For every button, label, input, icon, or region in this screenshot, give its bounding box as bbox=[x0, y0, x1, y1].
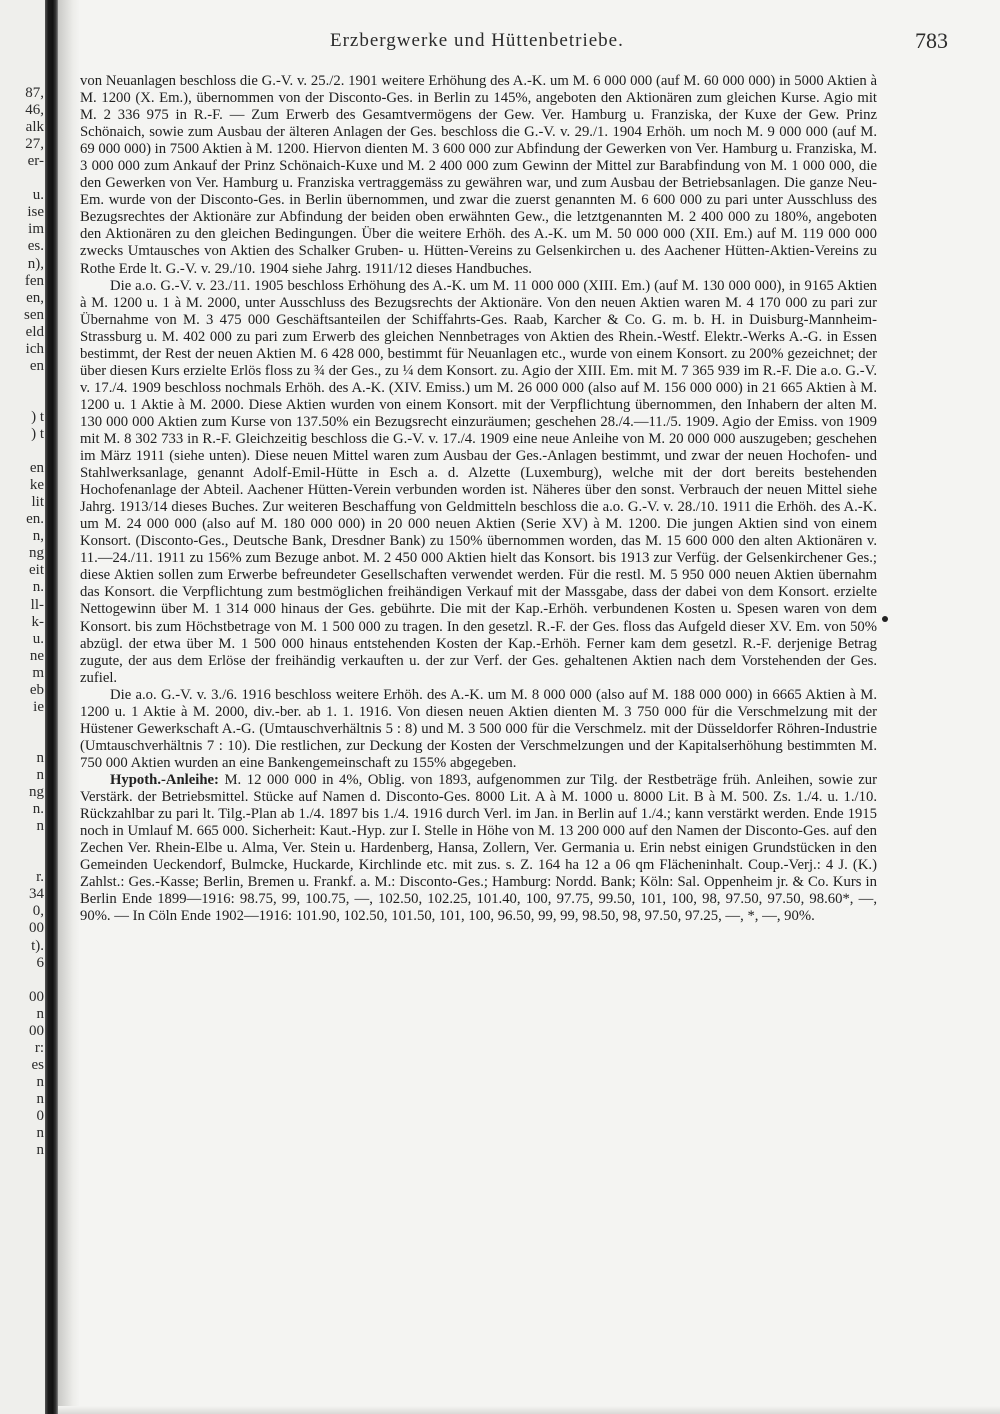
margin-fragment: t). bbox=[31, 937, 44, 954]
paragraph-share-capital-1916 bbox=[80, 687, 877, 772]
margin-fragment: er- bbox=[27, 153, 44, 170]
margin-fragment: n bbox=[36, 1005, 44, 1022]
margin-fragment: ise bbox=[27, 204, 44, 221]
margin-fragment: n. bbox=[32, 801, 44, 818]
margin-fragment: 27, bbox=[25, 136, 44, 153]
margin-fragment: eld bbox=[25, 323, 44, 340]
margin-fragment: ke bbox=[29, 477, 44, 494]
margin-fragment: m bbox=[32, 664, 44, 681]
margin-fragment: 34 bbox=[29, 886, 44, 903]
page-bottom-edge bbox=[58, 1406, 1000, 1414]
margin-fragment: es bbox=[31, 1056, 44, 1073]
margin-fragment: en bbox=[29, 460, 44, 477]
running-header bbox=[300, 30, 948, 56]
facing-page-edge bbox=[0, 0, 46, 1414]
margin-fragment: n bbox=[36, 749, 44, 766]
margin-fragment: ng bbox=[29, 545, 44, 562]
margin-fragment: en bbox=[29, 357, 44, 374]
margin-fragment: sen bbox=[24, 306, 44, 323]
margin-fragment: 87, bbox=[25, 85, 44, 101]
running-title: Erzbergwerke und Hüttenbetriebe. bbox=[330, 30, 624, 51]
margin-ink-dot bbox=[882, 616, 888, 622]
page-number: 783 bbox=[915, 28, 948, 53]
paragraph-text: Die a.o. G.-V. v. 3./6. 1916 beschloss weitere Erhöh. des A.-K. um M. 8 000 000 (also auf M. 188 000 000) in 6665 Aktien à M. 1200 u. 1 Aktie à M. 2000, div.-ber. ab 1. 1. 1916. Von diesen neuen Aktien dienten M. 3 750 000 für die Verschmelzung mit der Hüstener Gewerkschaft A.-G. (Umtauschverhältnis 5 : 8) und M. 3 500 000 für die Verschmelz. mit der Düsseldorfer Röhren-Industrie (Umtauschverhältnis 7 : 10). Die restlichen, zur Deckung der Kosten der Verschmelzungen und der Kapitalserhöhung bestimmten M. 750 000 Aktien wurden an eine Bankengemeinschaft zu 155% abgegeben. bbox=[80, 686, 877, 771]
margin-fragment: n), bbox=[27, 255, 44, 272]
margin-fragment: n, bbox=[32, 528, 44, 545]
margin-fragment: ng bbox=[29, 784, 44, 801]
margin-fragment: alk bbox=[25, 119, 44, 136]
margin-fragment: 46, bbox=[25, 102, 44, 119]
margin-fragment: u. bbox=[32, 187, 44, 204]
margin-fragment: n bbox=[36, 767, 44, 783]
margin-fragment: eb bbox=[29, 681, 44, 698]
paragraph-share-capital-1901-1904 bbox=[80, 73, 877, 278]
margin-fragment: ne bbox=[29, 647, 44, 664]
margin-fragment: 0 bbox=[36, 1108, 44, 1124]
margin-fragment: en, bbox=[26, 289, 44, 306]
margin-fragment: ie bbox=[33, 698, 44, 715]
paragraph-text: M. 12 000 000 in 4%, Oblig. von 1893, aufgenommen zur Tilg. der Restbeträge früh. Anleihen, sowie zur Verstärk. der Betriebsmittel. Stücke auf Namen d. Disconto-Ges. 8000 Lit. A à M. 1000 u. 8000 Lit. B à M. 500. Zs. 1./4. u. 1./10. Rückzahlbar zu pari lt. Tilg.-Plan ab 1./4. 1897 bis 1./4. 1916 durch Verl. im Jan. in Berlin auf 1./4.; kann verstärkt werden. Ende 1915 noch in Umlauf M. 665 000. Sicherheit: Kaut.-Hyp. zur I. Stelle in Höhe von M. 13 200 000 auf den Namen der Disconto-Ges. auf den Zechen Ver. Rhein-Elbe u. Alma, Ver. Stein u. Hardenberg, Hansa, Zollern, Ver. Germania u. Erin nebst einigen Grundstücken in den Gemeinden Ueckendorf, Bulmcke, Huckarde, Kirchlinde etc. mit zus. s. Z. 164 ha 12 a 06 qm Flächeninhalt. Coup.-Verj.: 4 J. (K.) Zahlst.: Ges.-Kasse; Berlin, Bremen u. Frankf. a. M.: Disconto-Ges.; Hamburg: Nordd. Bank; Köln: Sal. Oppenheim jr. & Co. Kurs in Berlin Ende 1899—1916: 98.75, 99, 100.75, —, 102.50, 102.25, 101.40, 100, 97.75, 99.50, 101, 100, 98, 97.50, 97.50, 98.60*, —, 90%. — In Cöln Ende 1902—1916: 101.90, 102.50, 101.50, 101, 100, 96.50, 99, 99, 98.50, 98, 97.50, 97.25, —, *, —, 90%. bbox=[80, 771, 877, 925]
margin-fragment: fen bbox=[24, 272, 44, 289]
margin-fragment: eit bbox=[29, 562, 44, 579]
section-label: Hypoth.-Anleihe: bbox=[110, 771, 219, 788]
margin-fragment: 00 bbox=[29, 988, 44, 1005]
margin-fragment: n bbox=[36, 1073, 44, 1090]
margin-fragment: ich bbox=[25, 340, 44, 357]
margin-fragment: n bbox=[36, 1125, 44, 1142]
margin-fragment: ll- bbox=[30, 596, 44, 613]
margin-fragment: es. bbox=[27, 238, 44, 255]
paragraph-mortgage-loan bbox=[80, 772, 877, 925]
body-text bbox=[80, 73, 877, 925]
margin-fragment: 6 bbox=[36, 954, 44, 971]
margin-fragment: lit bbox=[31, 494, 44, 511]
margin-fragment: n. bbox=[32, 579, 44, 596]
margin-fragment: r. bbox=[36, 869, 44, 886]
margin-fragment: 00 bbox=[29, 1022, 44, 1039]
margin-fragment: en. bbox=[26, 511, 44, 528]
margin-fragment: n bbox=[36, 1090, 44, 1107]
margin-fragment: k- bbox=[31, 613, 44, 630]
gutter-shadow bbox=[58, 0, 80, 1414]
paragraph-text: Die a.o. G.-V. v. 23./11. 1905 beschloss Erhöhung des A.-K. um M. 11 000 000 (XIII. Em.) (auf M. 130 000 000), in 9165 Aktien à M. 1200 u. 1 à M. 2000, unter Ausschluss des Bezugsrechts der Aktionäre. Von den neuen Aktien waren M. 4 170 000 zu pari zur Übernahme von M. 3 475 000 Geschäftsanteilen der Schiffahrts-Ges. Raab, Karcher & Co. G. m. b. H. in Duisburg-Mannheim-Strassburg u. M. 402 000 zu pari zum Erwerb des gleichen Nennbetrages von Aktien des Rhein.-Westf. Elektr.-Werks A.-G. in Essen bestimmt, der Rest der neuen Aktien M. 6 428 000, bestimmt für Neuanlagen etc., wurde von einem Konsort. zu 200% gezeichnet; der über diesen Kurs erzielte Erlös floss zu ¾ der Ges., zu ¼ dem Konsort. zu. Agio der XIII. Em. mit M. 7 365 939 im R.-F. Die a.o. G.-V. v. 17./4. 1909 beschloss nochmals Erhöh. des A.-K. (XIV. Emiss.) um M. 26 000 000 (also auf M. 156 000 000) in 21 665 Aktien à M. 1200 u. 1 Aktie à M. 2000. Diese Aktien wurden von einem Konsort. mit der Verpflichtung übernommen, den Inhabern der alten M. 130 000 000 Aktien zum Kurse von 137.50% ein Bezugsrecht einzuräumen; geschehen 28./4.—11./5. 1909. Agio der Emiss. von 1909 mit M. 8 302 733 in R.-F. Gleichzeitig beschloss die G.-V. v. 17./4. 1909 eine neue Anleihe von M. 20 000 000 auszugeben; geschehen im März 1911 (siehe unten). Diese neuen Mittel waren zum Ausbau der Ges.-Anlagen bestimmt, und zwar der neuen Hochofen- und Stahlwerksanlage, genannt Adolf-Emil-Hütte in Esch a. d. Alzette (Luxemburg), welche mit der dort bereits bestehenden Hochofenanlage der Abteil. Aachener Hütten-Verein verbunden worden ist. Näheres über den sonst. Verbrauch der neuen Mittel siehe Jahrg. 1913/14 dieses Buches. Zur weiteren Beschaffung von Geldmitteln beschloss die a.o. G.-V. v. 28./10. 1911 die Erhöh. des A.-K. um M. 24 000 000 (also auf M. 180 000 000) in 20 000 neuen Aktien (Serie XV) à M. 1200. Die jungen Aktien sind von einem Konsort. (Disconto-Ges., Deutsche Bank, Dresdner Bank) zu 150% übernommen worden, das M. 15 600 000 den alten Aktionären v. 11.—24./11. 1911 zu 156% zum Bezuge anbot. M. 2 450 000 Aktien hielt das Konsort. bis 1913 zur Verfüg. der Gelsenkirchener Ges.; diese Aktien sollen zum Erwerbe befreundeter Gesellschaften verwendet werden. Für die restl. M. 5 950 000 neuen Aktien übernahm das Konsort. die Verpflichtung zum bestmöglichen freihändigen Verkauf mit der Massgabe, dass der dabei von dem Konsort. erzielte Nettogewinn über M. 1 314 000 hinaus der Ges. gebührte. Die mit der Kap.-Erhöh. verbundenen Kosten u. Spesen waren von dem Konsort. bis zum Höchstbetrage von M. 1 500 000 zu tragen. In den gesetzl. R.-F. der Ges. floss das Aufgeld dieser XV. Em. von 50% abzügl. der etwa über M. 1 500 000 hinaus entstehenden Kosten der Kap.-Erhöh. Ferner kam dem gesetzl. R.-F. derjenige Betrag zugute, der aus dem Erlöse der freihändig verkauften u. der zur Verf. der Ges. gehaltenen Aktien nach dem Vorstehenden der Ges. zufiel. bbox=[80, 277, 877, 686]
margin-fragment: im bbox=[28, 221, 44, 238]
paragraph-share-capital-1905-1911 bbox=[80, 278, 877, 687]
margin-fragment: 00 bbox=[29, 920, 44, 937]
margin-fragment: r: bbox=[34, 1039, 44, 1056]
paragraph-text: von Neuanlagen beschloss die G.-V. v. 25./2. 1901 weitere Erhöhung des A.-K. um M. 6 000 000 (auf M. 60 000 000) in 5000 Aktien à M. 1200 (X. Em.), übernommen von der Disconto-Ges. in Berlin zu 145%, angeboten den Aktionären zum gleichen Kurse. Agio mit M. 2 336 975 in R.-F. — Zum Erwerb des Gesamtvermögens der Gew. Ver. Hamburg u. Franziska, der Kuxe der Gew. Prinz Schönaich, sowie zum Ausbau der älteren Anlagen der Ges. beschloss die G.-V. v. 29./1. 1904 Erhöh. um noch M. 9 000 000 (auf M. 69 000 000) in 7500 Aktien à M. 1200. Hiervon dienten M. 3 600 000 zur Abfindung der Gewerken von Ver. Hamburg u. Franziska, M. 3 000 000 zum Ankauf der Prinz Schönaich-Kuxe und M. 2 400 000 zum Gewinn der Mittel zur Barabfindung von M. 1 000 000, die den Gewerken von Ver. Hamburg u. Franziska vertraggemäss zu gewähren war, und zum Ausbau der Betriebsanlagen. Die ganze Neu-Em. wurde von der Disconto-Ges. in Berlin übernommen, und zwar die zuerst genannten M. 6 600 000 zu pari unter Ausschluss des Bezugsrechtes der Aktionäre zur Abfindung der beiden oben erwähnten Gew., die letztgenannten M. 2 400 000 zu 180%, angeboten den Aktionären zu den gleichen Bedingungen. Über die weitere Erhöh. des A.-K. um M. 50 000 000 (XII. Em.) auf M. 119 000 000 zwecks Umtausches von Aktien des Schalker Gruben- u. Hütten-Vereins zu Gelsenkirchen u. des Aachener Hütten-Aktien-Vereins zu Rothe Erde lt. G.-V. v. 29./10. 1904 siehe Jahrg. 1911/12 dieses Handbuches. bbox=[80, 73, 877, 277]
margin-fragment: 0, bbox=[32, 903, 44, 920]
margin-fragment: u. bbox=[32, 630, 44, 647]
margin-fragment: n bbox=[36, 1142, 44, 1159]
margin-fragment: n bbox=[36, 818, 44, 835]
book-gutter bbox=[45, 0, 58, 1414]
margin-fragment: ) t bbox=[31, 408, 44, 425]
margin-fragment: ) t bbox=[31, 426, 44, 442]
